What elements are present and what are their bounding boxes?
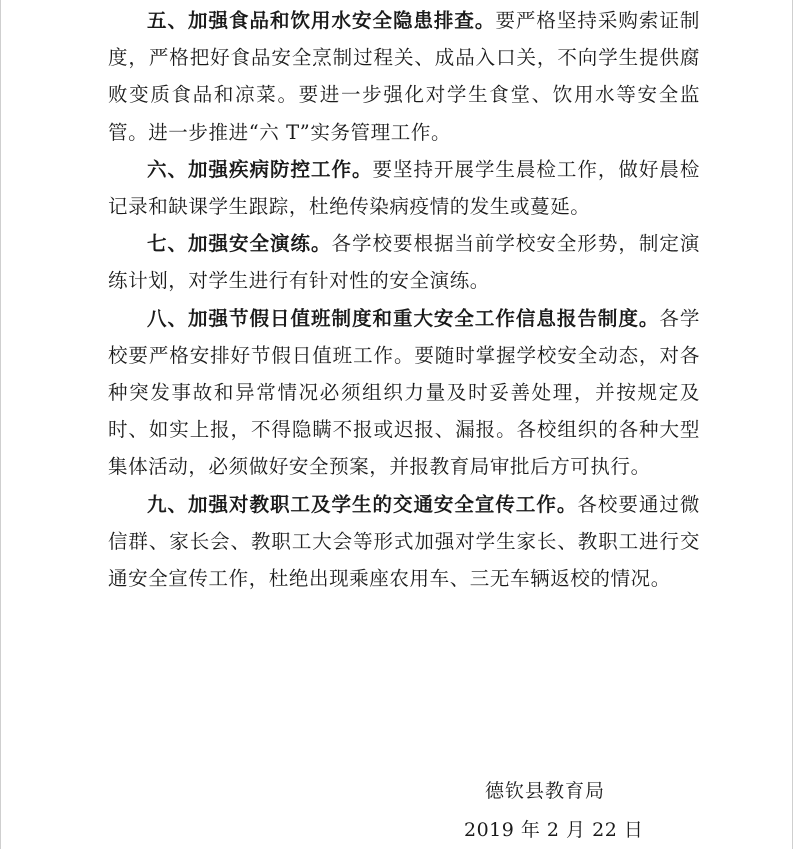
- section-7-heading: 七、加强安全演练。: [147, 232, 332, 256]
- section-7: [108, 225, 700, 299]
- section-6-text: 要坚持开展学生晨检工作，做好晨检记录和缺课学生跟踪，杜绝传染病疫情的发生或蔓延。: [108, 157, 700, 219]
- section-9: [108, 486, 700, 598]
- section-5-heading: 五、加强食品和饮用水安全隐患排查。: [147, 9, 496, 32]
- document-body: [108, 2, 700, 597]
- section-8-text: 各学校要严格安排好节假日值班工作。要随时掌握学校安全动态，对各种突发事故和异常情况必须组织力量及时妥善处理，并按规定及时、如实上报，不得隐瞒不报或迟报、漏报。各校组织的各种大型集体活动，必须做好安全预案，并报教育局审批后方可执行。: [108, 306, 700, 479]
- section-8: [108, 300, 700, 486]
- section-9-heading: 九、加强对教职工及学生的交通安全宣传工作。: [147, 492, 578, 516]
- section-6: [108, 151, 700, 225]
- section-9-text: 各校要通过微信群、家长会、教职工大会等形式加强对学生家长、教职工进行交通安全宣传工作，杜绝出现乘座农用车、三无车辆返校的情况。: [108, 492, 700, 591]
- section-5: [108, 2, 700, 151]
- section-8-heading: 八、加强节假日值班制度和重大安全工作信息报告制度。: [147, 306, 660, 330]
- section-5-text: 要严格坚持采购索证制度，严格把好食品安全烹制过程关、成品入口关，不向学生提供腐败变质食品和凉菜。要进一步强化对学生食堂、饮用水等安全监管。进一步推进“六 T”实务管理工作。: [108, 9, 700, 144]
- section-6-heading: 六、加强疾病防控工作。: [147, 157, 373, 181]
- signature-date: 2019 年 2 月 22 日: [464, 819, 644, 841]
- signature-org: 德钦县教育局: [485, 780, 606, 802]
- section-7-text: 各学校要根据当前学校安全形势，制定演练计划，对学生进行有针对性的安全演练。: [108, 232, 700, 293]
